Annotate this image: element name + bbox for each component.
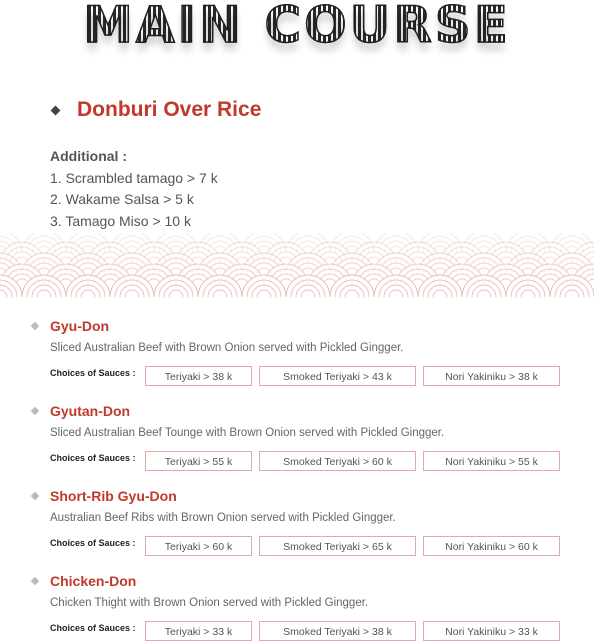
sauce-option: Nori Yakiniku > 60 k [423,536,560,556]
diamond-bullet-icon [51,105,61,115]
page-title-text: MAIN COURSE [83,0,511,54]
additional-title: Additional : [50,148,127,164]
item-name: Short-Rib Gyu-Don [50,488,177,504]
sauce-options [50,364,570,388]
item-description: Chicken Thight with Brown Onion served with Pickled Gingger. [50,597,369,609]
additional-item: 3. Tamago Miso > 10 k [50,212,191,229]
diamond-bullet-icon [31,322,39,330]
item-name: Chicken-Don [50,573,137,589]
sauce-option: Smoked Teriyaki > 43 k [259,366,416,386]
sauces-label: Choices of Sauces : [50,368,136,378]
seigaiha-wave-pattern [0,233,594,303]
sauce-option: Nori Yakiniku > 38 k [423,366,560,386]
item-description: Australian Beef Ribs with Brown Onion served with Pickled Gingger. [50,512,396,524]
sauce-option: Smoked Teriyaki > 65 k [259,536,416,556]
sauce-options [50,619,570,643]
menu-item [30,486,570,558]
sauces-label: Choices of Sauces : [50,453,136,463]
sauce-option: Teriyaki > 38 k [145,366,252,386]
sauce-option: Nori Yakiniku > 33 k [423,621,560,641]
item-description: Sliced Australian Beef with Brown Onion served with Pickled Gingger. [50,342,404,354]
sauce-option: Teriyaki > 55 k [145,451,252,471]
diamond-bullet-icon [31,492,39,500]
sauce-option: Nori Yakiniku > 55 k [423,451,560,471]
menu-item [30,316,570,388]
item-name: Gyu-Don [50,318,110,334]
sauce-option: Teriyaki > 33 k [145,621,252,641]
menu-item [30,401,570,473]
sauces-label: Choices of Sauces : [50,623,136,633]
item-description: Sliced Australian Beef Tounge with Brown Onion served with Pickled Gingger. [50,427,445,439]
sauce-options [50,449,570,473]
section-header [52,96,261,124]
sauce-options [50,534,570,558]
page-title [0,0,594,56]
additional-item: 1. Scrambled tamago > 7 k [50,169,218,186]
diamond-bullet-icon [31,577,39,585]
section-title: Donburi Over Rice [77,98,262,121]
sauce-option: Smoked Teriyaki > 60 k [259,451,416,471]
item-name: Gyutan-Don [50,403,131,419]
additional-item: 2. Wakame Salsa > 5 k [50,191,194,207]
sauces-label: Choices of Sauces : [50,538,136,548]
additional-list [50,146,218,232]
sauce-option: Smoked Teriyaki > 38 k [259,621,416,641]
diamond-bullet-icon [31,407,39,415]
menu-item [30,571,570,643]
sauce-option: Teriyaki > 60 k [145,536,252,556]
